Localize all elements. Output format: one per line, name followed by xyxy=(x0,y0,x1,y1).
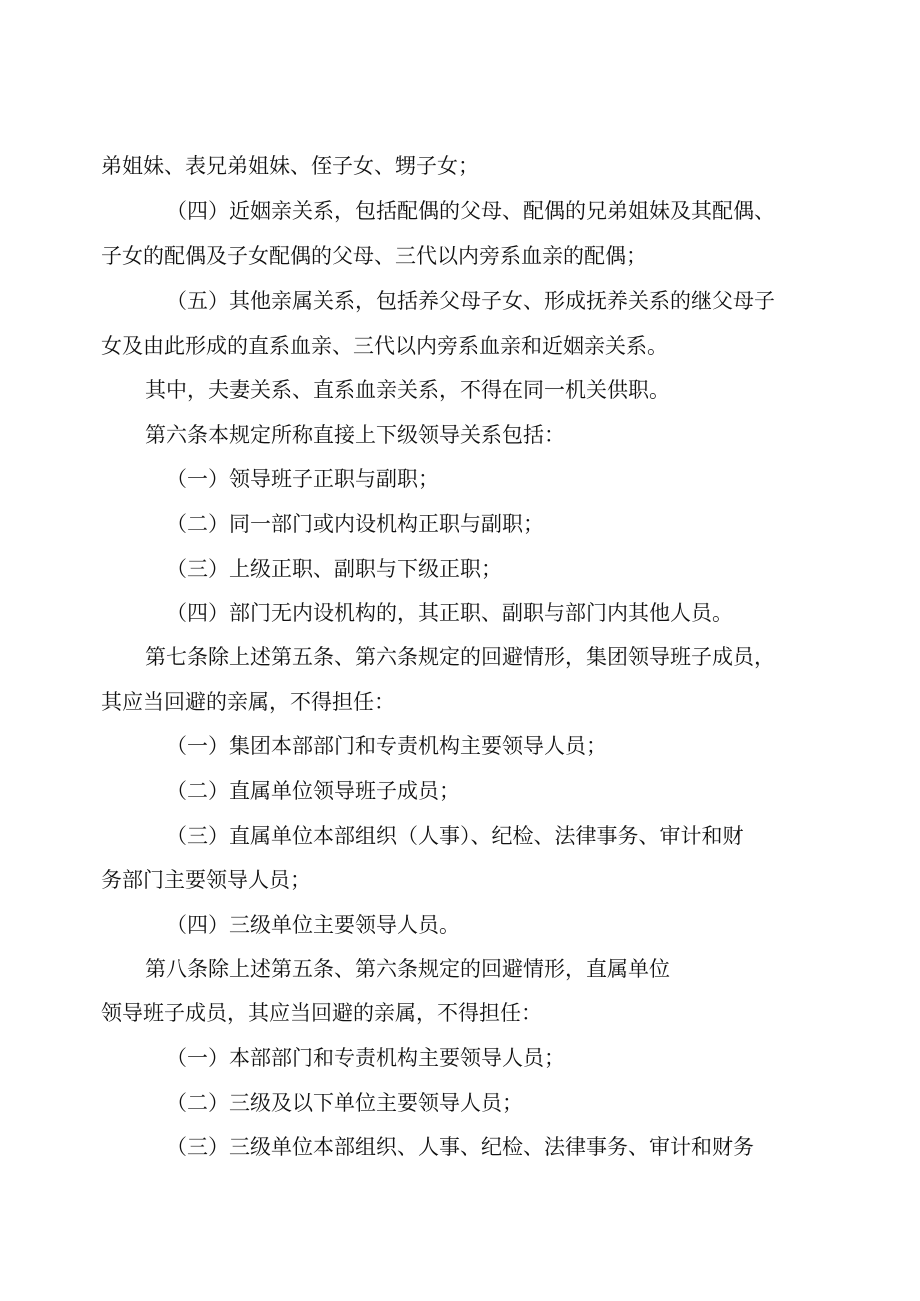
text-line: （四）近姻亲关系，包括配偶的父母、配偶的兄弟姐妹及其配偶、 xyxy=(166,199,775,223)
text-line: 弟姐妹、表兄弟姐妹、侄子女、甥子女； xyxy=(101,154,479,178)
text-line: 女及由此形成的直系血亲、三代以内旁系血亲和近姻亲关系。 xyxy=(101,334,668,358)
text-line: （二）直属单位领导班子成员； xyxy=(166,779,460,803)
text-line: （三）上级正职、副职与下级正职； xyxy=(166,557,502,581)
text-line: （五）其他亲属关系，包括养父母子女、形成抚养关系的继父母子 xyxy=(166,289,775,313)
text-line: （二）三级及以下单位主要领导人员； xyxy=(166,1091,523,1115)
text-line: （一）集团本部部门和专责机构主要领导人员； xyxy=(166,734,607,758)
article-heading: 第八条除上述第五条、第六条规定的回避情形，直属单位 xyxy=(145,957,670,981)
text-line: （四）三级单位主要领导人员。 xyxy=(166,913,460,937)
text-line: （二）同一部门或内设机构正职与副职； xyxy=(166,512,544,536)
text-line: （四）部门无内设机构的，其正职、副职与部门内其他人员。 xyxy=(166,601,733,625)
article-heading: 第六条本规定所称直接上下级领导关系包括： xyxy=(145,423,565,447)
text-line: 领导班子成员，其应当回避的亲属，不得担任： xyxy=(101,1001,542,1025)
text-line: （一）本部部门和专责机构主要领导人员； xyxy=(166,1046,565,1070)
text-line: 其中，夫妻关系、直系血亲关系，不得在同一机关供职。 xyxy=(145,378,670,402)
text-line: （三）直属单位本部组织（人事）、纪检、法律事务、审计和财 xyxy=(166,824,744,848)
text-line: （三）三级单位本部组织、人事、纪检、法律事务、审计和财务 xyxy=(166,1135,754,1159)
text-line: （一）领导班子正职与副职； xyxy=(166,467,439,491)
text-line: 子女的配偶及子女配偶的父母、三代以内旁系血亲的配偶； xyxy=(101,244,647,268)
text-line: 其应当回避的亲属，不得担任： xyxy=(101,690,395,714)
article-heading: 第七条除上述第五条、第六条规定的回避情形，集团领导班子成员， xyxy=(145,645,775,669)
text-line: 务部门主要领导人员； xyxy=(101,868,311,892)
